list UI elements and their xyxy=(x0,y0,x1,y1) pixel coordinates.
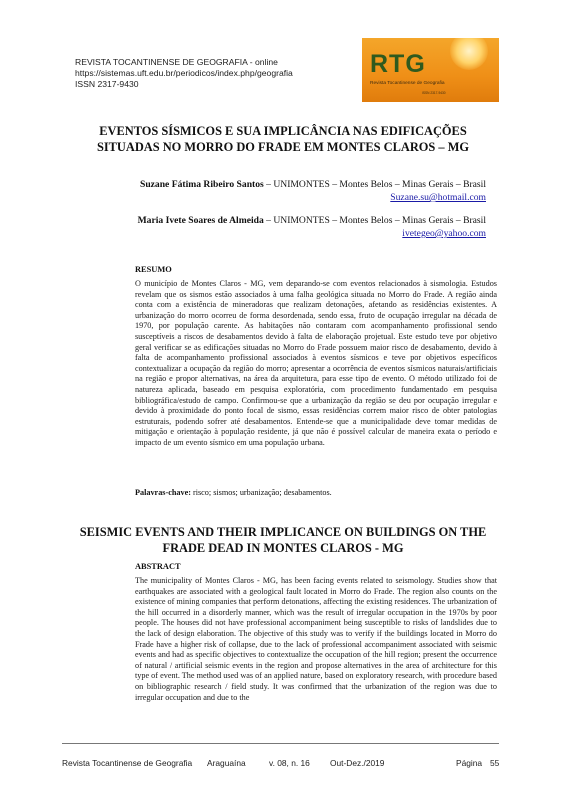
author-1 xyxy=(140,178,486,204)
title-en-line-2: FRADE DEAD IN MONTES CLAROS - MG xyxy=(162,541,404,555)
journal-url[interactable]: https://sistemas.uft.edu.br/periodicos/index.php/geografia xyxy=(75,68,293,78)
journal-header xyxy=(75,57,293,90)
footer-city: Araguaína xyxy=(207,758,246,768)
abstract-text: The municipality of Montes Claros - MG, has been facing events related to seismology. Studies show that earthquakes are associated with a geological fault located in Morro do Frade. The region also counts on the existence of mining companies that perform detonations, affecting the existing residences. The urbanization of the hill occurred in a disorderly manner, which was the result of irregular occupation in the 1970s by poor people. The houses did not have professional accompaniment being susceptible to risks of landslides due to the lack of design elaboration. The objective of this study was to verify if the buildings located in Morro do Frade have a higher risk of collapse, due to the lack of professional accompaniment associated with seismic events and had as specific objectives to contextualize the occupation of the hill region; present the occurrence of natural / artificial seismic events in the region and propose alternatives in the area of architecture for this type of event. The method used was of an applied nature, based on exploratory research, with procedure based on bibliographic research / field study. It was confirmed that the urbanization of the region was due to irregular occupation and due to the xyxy=(135,576,497,702)
keywords-label: Palavras-chave: xyxy=(135,488,191,497)
footer-period: Out-Dez./2019 xyxy=(330,758,385,768)
author-2-affiliation: – UNIMONTES – Montes Belos – Minas Gerais – Brasil xyxy=(263,215,486,226)
keywords xyxy=(135,487,332,498)
footer-journal: Revista Tocantinense de Geografia xyxy=(62,758,193,768)
keywords-list: risco; sismos; urbanização; desabamentos. xyxy=(190,488,332,497)
article-title-en xyxy=(40,524,526,556)
author-1-name: Suzane Fátima Ribeiro Santos xyxy=(140,179,264,190)
resumo-text: O município de Montes Claros - MG, vem deparando-se com eventos relacionados à sismologia. Estudos revelam que os sismos estão associados à uma falha geológica situada no Morro do Frade. A região ainda conta com a existência de mineradoras que realizam detonações, afetando as residências existentes. A urbanização do morro ocorreu de forma desordenada, sendo essa, fruto de ocupação irregular na década de 1970, por população carente. As habitações não contaram com acompanhamento profissional sendo susceptíveis a riscos de desabamentos devido à falta de elaboração projetual. Este estudo teve por objetivo geral verificar se as edificações situadas no Morro do Frade possuem maior risco de desabamento, devido à falta de acompanhamento profissional associados à eventos sísmicos e teve por objetivos específicos contextualizar a ocupação da região do morro; apresentar a ocorrência de eventos sísmicos naturais/artificiais na região e propor alternativas, na área da arquitetura, para esse tipo de evento. O método utilizado foi de natureza aplicada, baseado em pesquisa exploratória, com procedimento fundamentado em pesquisa bibliográfica/estudo de campo. Confirmou-se que a urbanização da região se deu por ocupação irregular e devido à proximidade do ponto focal de sismo, essas residências correm maior risco de obter patologias estruturais, podendo sofrer até desabamentos. Entende-se que a municipalidade deve tomar medidas de mitigação e orientação à população residente, já que não é possível calcular de maneira exata o período e impacto de um evento sísmico em uma população urbana. xyxy=(135,279,497,447)
author-2 xyxy=(138,214,486,240)
title-en-line-1: SEISMIC EVENTS AND THEIR IMPLICANCE ON BUILDINGS ON THE xyxy=(79,525,487,539)
title-pt-line-2: SITUADAS NO MORRO DO FRADE EM MONTES CLAROS – MG xyxy=(96,140,470,154)
rtg-logo xyxy=(362,38,499,102)
title-pt-line-1: EVENTOS SÍSMICOS E SUA IMPLICÂNCIA NAS EDIFICAÇÕES xyxy=(99,124,467,138)
journal-issn: ISSN 2317-9430 xyxy=(75,79,139,89)
page-footer xyxy=(62,743,499,778)
journal-name: REVISTA TOCANTINENSE DE GEOGRAFIA - online xyxy=(75,57,278,67)
footer-page-number: 55 xyxy=(490,758,500,768)
logo-issn: ISSN 2317-9430 xyxy=(422,91,446,95)
logo-subtitle: Revista Tocantinense de Geografia xyxy=(370,81,445,86)
author-1-email[interactable]: Suzane.su@hotmail.com xyxy=(390,192,486,203)
footer-volume: v. 08, n. 16 xyxy=(269,758,310,768)
footer-page-label: Página xyxy=(456,758,483,768)
author-2-name: Maria Ivete Soares de Almeida xyxy=(137,215,264,226)
author-1-affiliation: – UNIMONTES – Montes Belos – Minas Gerais – Brasil xyxy=(263,179,486,190)
author-2-email[interactable]: ivetegeo@yahoo.com xyxy=(402,228,486,239)
logo-sun-graphic xyxy=(450,38,488,70)
resumo-heading: RESUMO xyxy=(135,265,172,274)
abstract-heading: ABSTRACT xyxy=(135,562,181,571)
logo-text: RTG xyxy=(370,50,426,78)
article-title-pt xyxy=(40,123,526,155)
